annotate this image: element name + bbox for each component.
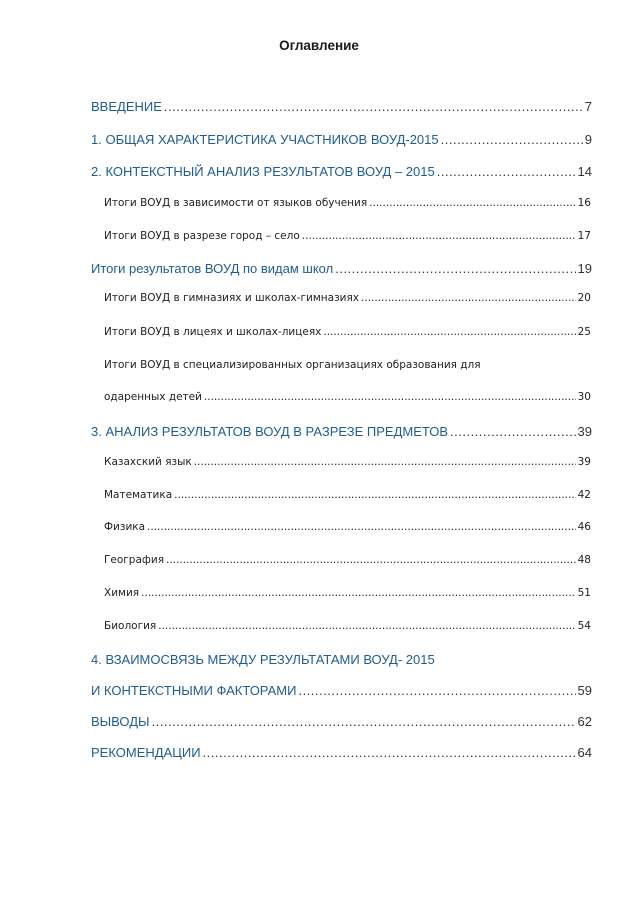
toc-page-number: 62	[577, 714, 592, 729]
toc-page-number: 14	[577, 164, 592, 179]
toc-page-number: 7	[584, 99, 592, 114]
toc-label: Итоги ВОУД в лицеях и школах-лицеях	[104, 326, 322, 338]
toc-label: Химия	[104, 587, 140, 599]
toc-entry-lyceums[interactable]	[104, 326, 591, 338]
toc-entry-gymnasiums[interactable]	[104, 292, 591, 304]
toc-entry-section-4-line1[interactable]: 4. ВЗАИМОСВЯЗЬ МЕЖДУ РЕЗУЛЬТАТАМИ ВОУД- 2015	[91, 652, 435, 667]
toc-label: ВЫВОДЫ	[91, 714, 150, 729]
toc-leader	[450, 424, 576, 439]
toc-page-number: 48	[577, 554, 591, 566]
toc-entry-section-3[interactable]	[91, 424, 592, 439]
toc-entry-section-1[interactable]	[91, 132, 592, 147]
toc-page-number: 64	[577, 745, 592, 760]
toc-leader	[441, 132, 583, 147]
toc-label: Итоги ВОУД в зависимости от языков обучения	[104, 197, 368, 209]
toc-entry-kazakh[interactable]	[104, 456, 591, 468]
toc-label: 1. ОБЩАЯ ХАРАКТЕРИСТИКА УЧАСТНИКОВ ВОУД-2015	[91, 132, 439, 147]
toc-entry-section-2[interactable]	[91, 164, 592, 179]
toc-page-number: 42	[577, 489, 591, 501]
toc-leader	[323, 326, 575, 338]
toc-label: И КОНТЕКСТНЫМИ ФАКТОРАМИ	[91, 683, 297, 698]
toc-entry-languages[interactable]	[104, 197, 591, 209]
toc-label: Итоги ВОУД в гимназиях и школах-гимназиях	[104, 292, 360, 304]
toc-label: Итоги ВОУД в разрезе город – село	[104, 230, 300, 242]
toc-leader	[369, 197, 575, 209]
page-title: Оглавление	[279, 38, 359, 53]
toc-entry-section-4[interactable]	[91, 683, 592, 698]
toc-entry-city-village[interactable]	[104, 230, 591, 242]
toc-leader	[164, 99, 583, 114]
toc-page-number: 20	[577, 292, 591, 304]
toc-page-number: 39	[577, 424, 592, 439]
toc-leader	[166, 554, 576, 566]
toc-page-number: 9	[584, 132, 592, 147]
toc-leader	[204, 391, 576, 403]
toc-page-number: 25	[577, 326, 591, 338]
toc-entry-geography[interactable]	[104, 554, 591, 566]
toc-label: Биология	[104, 620, 157, 632]
toc-entry-conclusions[interactable]	[91, 714, 592, 729]
toc-page-number: 19	[577, 261, 592, 276]
toc-page-number: 59	[577, 683, 592, 698]
toc-label: Казахский язык	[104, 456, 192, 468]
toc-page-number: 51	[577, 587, 591, 599]
toc-entry-math[interactable]	[104, 489, 591, 501]
toc-page-number: 46	[577, 521, 591, 533]
toc-entry-gifted[interactable]	[104, 391, 591, 403]
toc-label: Итоги результатов ВОУД по видам школ	[91, 261, 334, 276]
toc-page-number: 39	[577, 456, 591, 468]
toc-entry-physics[interactable]	[104, 521, 591, 533]
toc-leader	[158, 620, 575, 632]
toc-page-number: 17	[577, 230, 591, 242]
toc-entry-biology[interactable]	[104, 620, 591, 632]
toc-label: Математика	[104, 489, 173, 501]
toc-leader	[298, 683, 575, 698]
toc-page-number: 30	[577, 391, 591, 403]
toc-entry-chemistry[interactable]	[104, 587, 591, 599]
toc-page-number: 16	[577, 197, 591, 209]
toc-entry-school-types[interactable]	[91, 261, 592, 276]
toc-leader	[174, 489, 575, 501]
toc-leader	[147, 521, 576, 533]
toc-leader	[141, 587, 576, 599]
toc-leader	[203, 745, 576, 760]
toc-label: 2. КОНТЕКСТНЫЙ АНАЛИЗ РЕЗУЛЬТАТОВ ВОУД – 2015	[91, 164, 435, 179]
toc-label: Физика	[104, 521, 146, 533]
toc-label: РЕКОМЕНДАЦИИ	[91, 745, 201, 760]
toc-leader	[361, 292, 576, 304]
toc-label: География	[104, 554, 165, 566]
toc-leader	[152, 714, 576, 729]
toc-leader	[302, 230, 576, 242]
toc-leader	[437, 164, 576, 179]
toc-leader	[335, 261, 575, 276]
toc-entry-gifted-line1[interactable]: Итоги ВОУД в специализированных организациях образования для	[104, 359, 481, 371]
toc-leader	[194, 456, 576, 468]
toc-entry-introduction[interactable]	[91, 99, 592, 114]
toc-label: одаренных детей	[104, 391, 202, 403]
toc-entry-recommendations[interactable]	[91, 745, 592, 760]
toc-page-number: 54	[577, 620, 591, 632]
toc-label: ВВЕДЕНИЕ	[91, 99, 162, 114]
toc-label: 3. АНАЛИЗ РЕЗУЛЬТАТОВ ВОУД В РАЗРЕЗЕ ПРЕДМЕТОВ	[91, 424, 449, 439]
